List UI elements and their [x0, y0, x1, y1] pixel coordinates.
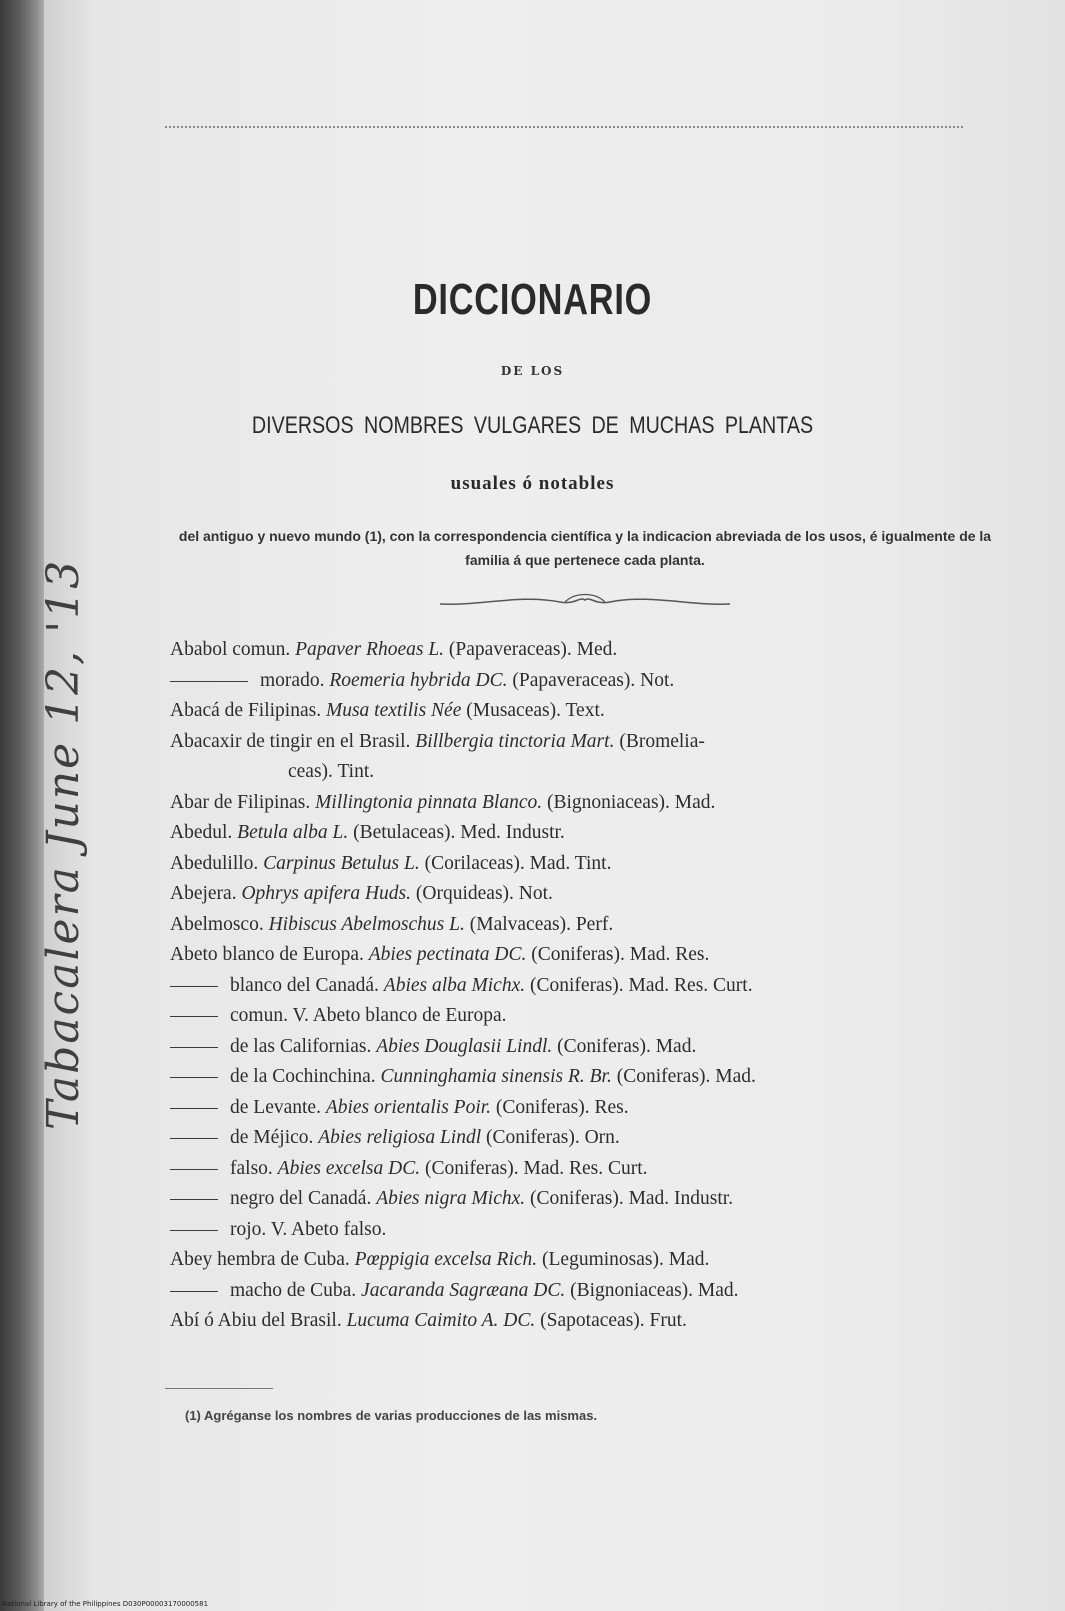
- entry-row: Abar de Filipinas. Millingtonia pinnata Blanco. (Bignoniaceas). Mad.: [170, 791, 716, 813]
- entry-row: negro del Canadá. Abies nigra Michx. (Coniferas). Mad. Industr.: [170, 1184, 1020, 1215]
- entry-row: de la Cochinchina. Cunninghamia sinensis R. Br. (Coniferas). Mad.: [170, 1062, 1020, 1093]
- source-caption: National Library of the Philippines D030P00003170000581: [2, 1600, 209, 1608]
- description: del antiguo y nuevo mundo (1), con la correspondencia científica y la indicacion abreviada de los usos, é igualmente de la familia á que pertenece cada planta.: [178, 528, 992, 568]
- entry-row: de Levante. Abies orientalis Poir. (Coniferas). Res.: [170, 1093, 1020, 1124]
- entry-row: de Méjico. Abies religiosa Lindl (Coniferas). Orn.: [170, 1123, 1020, 1154]
- footnote: (1) Agréganse los nombres de varias producciones de las mismas.: [185, 1408, 598, 1423]
- subtitle-secondary: usuales ó notables: [450, 473, 615, 494]
- top-rule: [165, 126, 963, 128]
- entry-row: Abedulillo. Carpinus Betulus L. (Corilaceas). Mad. Tint.: [170, 852, 612, 874]
- entry-row: Abí ó Abiu del Brasil. Lucuma Caimito A. DC. (Sapotaceas). Frut.: [170, 1310, 687, 1331]
- entry-row: Abacaxir de tingir en el Brasil. Billbergia tinctoria Mart. (Bromelia-: [170, 730, 705, 752]
- title-connector: DE LOS: [500, 364, 565, 378]
- entry-row: Abey hembra de Cuba. Pœppigia excelsa Rich. (Leguminosas). Mad.: [170, 1249, 710, 1270]
- footnote-rule: [165, 1388, 273, 1389]
- subtitle: DIVERSOS NOMBRES VULGARES DE MUCHAS PLANTAS: [251, 412, 814, 439]
- entry-row: morado. Roemeria hybrida DC. (Papaveraceas). Not.: [170, 666, 1020, 697]
- page-title: DICCIONARIO: [412, 275, 653, 324]
- entry-row: falso. Abies excelsa DC. (Coniferas). Mad. Res. Curt.: [170, 1154, 1020, 1185]
- entry-row: rojo. V. Abeto falso.: [170, 1215, 1020, 1246]
- entry-row: Abejera. Ophrys apifera Huds. (Orquideas). Not.: [170, 883, 553, 904]
- entry-row: Ababol comun. Papaver Rhoeas L. (Papaveraceas). Med.: [170, 639, 618, 660]
- ornament-divider: [440, 590, 730, 614]
- entry-row: ceas). Tint.: [288, 761, 375, 782]
- entry-row: blanco del Canadá. Abies alba Michx. (Coniferas). Mad. Res. Curt.: [170, 971, 1020, 1002]
- handwritten-annotation: Tabacalera June 12, '13: [38, 558, 89, 1130]
- entry-row: Abedul. Betula alba L. (Betulaceas). Med. Industr.: [170, 822, 565, 843]
- entry-row: Abacá de Filipinas. Musa textilis Née (Musaceas). Text.: [170, 700, 605, 721]
- entry-row: comun. V. Abeto blanco de Europa.: [170, 1001, 1020, 1032]
- entry-row: Abeto blanco de Europa. Abies pectinata DC. (Coniferas). Mad. Res.: [170, 944, 710, 965]
- entry-row: de las Californias. Abies Douglasii Lindl. (Coniferas). Mad.: [170, 1032, 1020, 1063]
- entry-row: Abelmosco. Hibiscus Abelmoschus L. (Malvaceas). Perf.: [170, 913, 614, 935]
- dictionary-entries: [170, 635, 1020, 1337]
- entry-row: macho de Cuba. Jacaranda Sagræana DC. (Bignoniaceas). Mad.: [170, 1276, 1020, 1307]
